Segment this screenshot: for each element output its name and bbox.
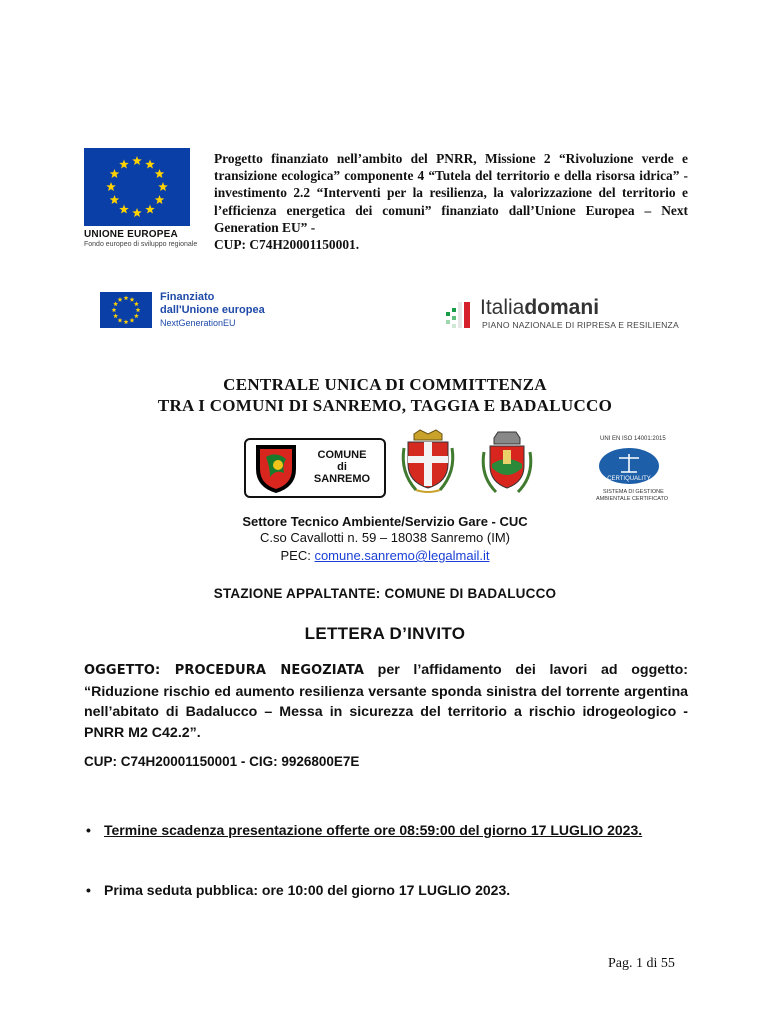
italiadomani-title [480, 296, 599, 320]
iso-bottom-line1: SISTEMA DI GESTIONE [603, 489, 664, 495]
star-icon [130, 318, 135, 323]
funding-paragraph [214, 150, 688, 253]
stazione-appaltante: STAZIONE APPALTANTE: COMUNE DI BADALUCCO [213, 586, 557, 601]
bullet-icon: • [86, 822, 91, 838]
deadline-text: Termine scadenza presentazione offerte ore 08:59:00 del giorno 17 LUGLIO 2023. [104, 822, 643, 838]
cuc-heading [0, 374, 770, 416]
star-icon [155, 169, 165, 178]
page-number: Pag. 1 di 55 [608, 956, 675, 971]
sanremo-text-3: SANREMO [313, 473, 371, 485]
bullet-icon: • [86, 882, 91, 898]
nextgen-line1: Finanziato [160, 291, 215, 303]
oggetto-label: OGGETTO: PROCEDURA NEGOZIATA [84, 663, 364, 678]
star-icon [119, 205, 129, 214]
taggia-crest-icon [398, 428, 458, 496]
star-icon [124, 295, 129, 300]
nextgen-flag-logo [100, 292, 152, 328]
iso-standard-label: UNI EN ISO 14001:2015 [600, 436, 666, 442]
sanremo-shield-icon [248, 439, 308, 495]
sanremo-text-2: di [337, 461, 347, 473]
star-icon [113, 313, 118, 318]
badalucco-crest-icon [478, 430, 536, 496]
office-pec [0, 548, 770, 563]
eu-stars-small-icon [100, 292, 152, 328]
star-icon [136, 307, 141, 312]
office-address: C.so Cavallotti n. 59 – 18038 Sanremo (IM) [259, 530, 510, 545]
italiadomani-title-a: Italia [480, 296, 525, 319]
star-icon [155, 195, 165, 204]
italiadomani-mark-icon [444, 298, 478, 332]
star-icon [158, 182, 168, 191]
pec-email-link[interactable]: comune.sanremo@legalmail.it [314, 548, 490, 563]
star-icon [110, 195, 120, 204]
list-item [84, 880, 688, 900]
italiadomani-title-b: domani [524, 296, 600, 319]
office-settore: Settore Tecnico Ambiente/Servizio Gare - CUC [242, 514, 528, 529]
funding-cup: CUP: C74H20001150001. [214, 237, 360, 253]
star-icon [124, 319, 129, 324]
italiadomani-subtitle: PIANO NAZIONALE DI RIPRESA E RESILIENZA [482, 320, 679, 330]
star-icon [134, 301, 139, 306]
star-icon [112, 307, 117, 312]
star-icon [118, 297, 123, 302]
nextgen-line2: dall'Unione europea [160, 304, 265, 316]
funding-text: Progetto finanziato nell’ambito del PNRR, Missione 2 “Rivoluzione verde e transizione ecologica” componente 4 “Tutela del territorio e della risorsa idrica” - investimento 2.2 “Interventi per la resilienza, la valorizzazione del territorio e l’efficienza energetica dei comuni” finanziato dall’Unione Europea – Next Generation EU” - [214, 151, 688, 235]
certiquality-logo [597, 446, 661, 486]
session-list [84, 880, 688, 900]
star-icon [132, 156, 142, 165]
star-icon [113, 301, 118, 306]
eu-logo-subtitle: Fondo europeo di sviluppo regionale [84, 241, 198, 248]
eu-logo-title: UNIONE EUROPEA [84, 229, 178, 240]
sanremo-logo-text [306, 449, 378, 485]
pec-label: PEC: [280, 548, 315, 563]
eu-stars-icon [84, 148, 190, 226]
oggetto-paragraph [84, 660, 688, 743]
cuc-heading-line1: CENTRALE UNICA DI COMMITTENZA [223, 375, 547, 394]
oggetto-text: per l’affidamento dei lavori ad oggetto: “Riduzione rischio ed aumento resilienza versante sponda sinistra del torrente argentina nell’abitato di Badalucco – Messa in sicurezza del territorio a rischio idrogeologico - PNRR M2 C42.2”. [84, 662, 688, 741]
star-icon [132, 208, 142, 217]
star-icon [145, 205, 155, 214]
star-icon [145, 159, 155, 168]
nextgen-line3: NextGenerationEU [160, 318, 236, 328]
star-icon [118, 318, 123, 323]
star-icon [130, 297, 135, 302]
star-icon [106, 182, 116, 191]
deadline-list [84, 820, 688, 840]
eu-flag-logo [84, 148, 190, 226]
document-title: LETTERA D’INVITO [304, 624, 466, 643]
certiquality-text: CERTIQUALITY [607, 476, 651, 482]
cup-cig-line: CUP: C74H20001150001 - CIG: 9926800E7E [84, 754, 360, 769]
star-icon [119, 159, 129, 168]
sanremo-text-1: COMUNE [317, 449, 367, 461]
cuc-heading-line2: TRA I COMUNI DI SANREMO, TAGGIA E BADALUCCO [157, 396, 613, 415]
list-item [84, 820, 688, 840]
session-text: Prima seduta pubblica: ore 10:00 del giorno 17 LUGLIO 2023. [104, 882, 511, 898]
star-icon [110, 169, 120, 178]
star-icon [134, 313, 139, 318]
iso-bottom-line2: AMBIENTALE CERTIFICATO [596, 496, 669, 502]
